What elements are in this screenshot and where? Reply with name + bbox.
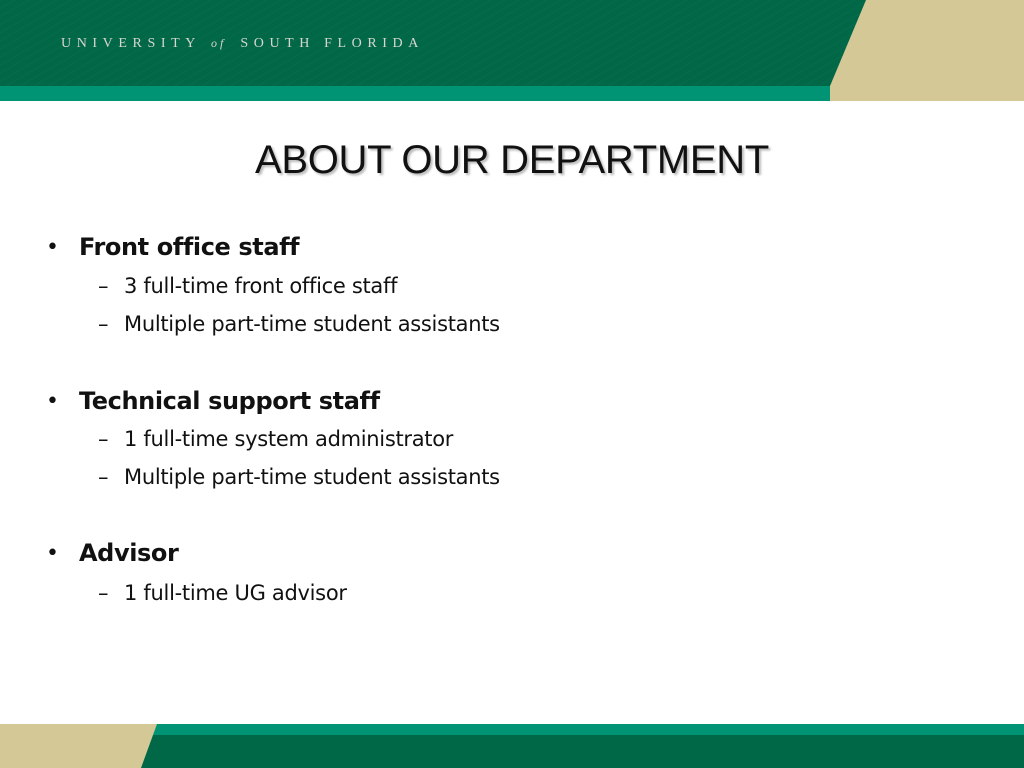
- dash-glyph: –: [98, 274, 109, 298]
- wordmark-of: of: [211, 36, 227, 50]
- sub-item-text: Multiple part-time student assistants: [124, 312, 500, 336]
- footer-graphic: [0, 724, 1024, 768]
- bullet-front-office: [46, 229, 299, 265]
- sub-item-text: 3 full-time front office staff: [124, 274, 398, 298]
- sub-item: [98, 270, 397, 302]
- bullet-glyph: •: [46, 540, 59, 566]
- wordmark-south-florida: SOUTH FLORIDA: [240, 36, 424, 51]
- bullet-label: Front office staff: [79, 233, 300, 261]
- sub-item: [98, 423, 453, 455]
- footer-band: [0, 724, 1024, 768]
- dash-glyph: –: [98, 581, 109, 605]
- slide-title: ABOUT OUR DEPARTMENT: [254, 138, 770, 182]
- wordmark-university: UNIVERSITY: [61, 36, 201, 51]
- dash-glyph: –: [98, 312, 109, 336]
- dash-glyph: –: [98, 427, 109, 451]
- sub-item-text: 1 full-time UG advisor: [124, 581, 347, 605]
- usf-wordmark: [61, 36, 424, 56]
- header-band: [0, 0, 1024, 101]
- sub-item-text: 1 full-time system administrator: [124, 427, 454, 451]
- dash-glyph: –: [98, 465, 109, 489]
- bullet-glyph: •: [46, 234, 59, 260]
- sub-item: [98, 577, 347, 609]
- bullet-advisor: [46, 535, 178, 571]
- sub-item-text: Multiple part-time student assistants: [124, 465, 500, 489]
- bullet-label: Technical support staff: [79, 387, 380, 415]
- sub-item: [98, 308, 500, 340]
- bullet-glyph: •: [46, 388, 59, 414]
- sub-item: [98, 461, 500, 493]
- bullet-technical-support: [46, 383, 380, 419]
- bullet-label: Advisor: [79, 539, 179, 567]
